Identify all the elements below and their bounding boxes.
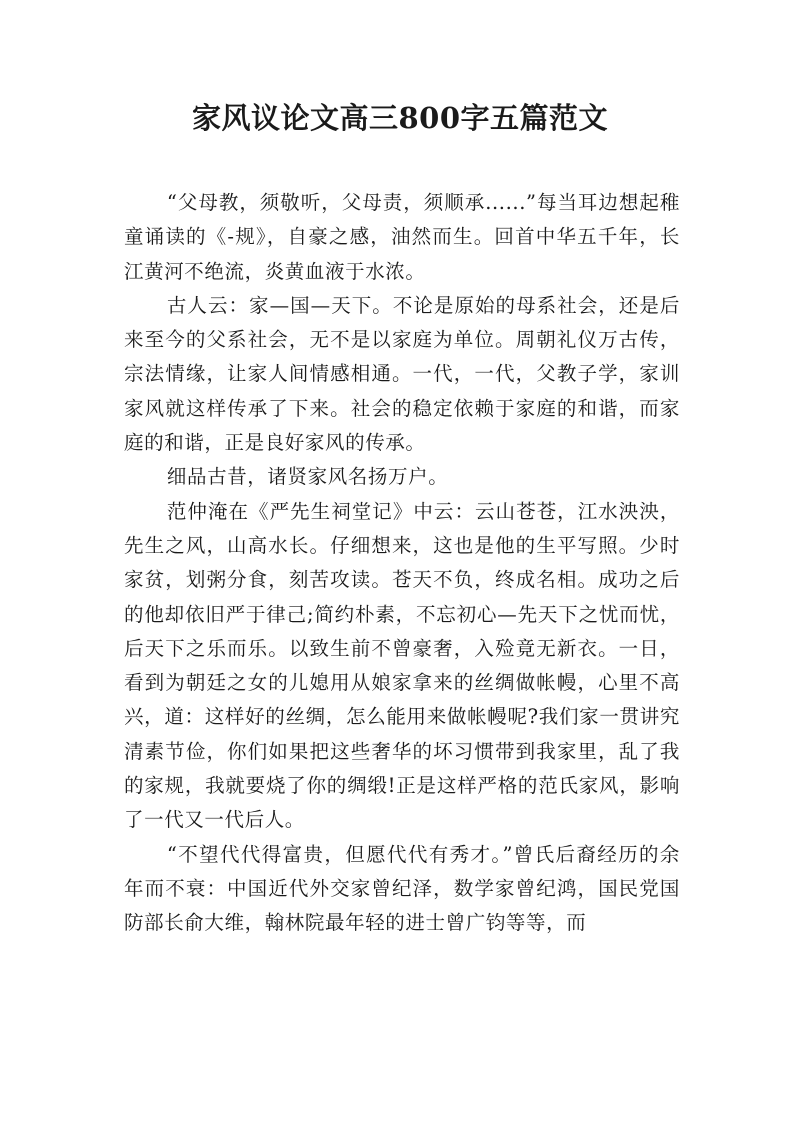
paragraph-3: 细品古昔，诸贤家风名扬万户。 [166, 465, 449, 489]
document-body [124, 186, 680, 941]
paragraph-4: 范仲淹在《严先生祠堂记》中云：云山苍苍，江水泱泱，先生之风，山高水长。仔细想来，这也是他的生平写照。少时家贫，划粥分食，刻苦攻读。苍天不负，终成名相。成功之后的他却依旧严于律己;简约朴素，不忘初心—先天下之忧而忧，后天下之乐而乐。以致生前不曾豪奢，入殓竟无新衣。一日，看到为朝廷之女的儿媳用从娘家拿来的丝绸做帐幔，心里不高兴，道：这样好的丝绸，怎么能用来做帐幔呢?我们家一贯讲究清素节俭，你们如果把这些奢华的坏习惯带到我家里，乱了我的家规，我就要烧了你的绸缎!正是这样严格的范氏家风，影响了一代又一代后人。 [124, 499, 680, 832]
document-title: 家风议论文高三800字五篇范文 [191, 101, 609, 135]
paragraph-5: “不望代代得富贵，但愿代代有秀才。”曾氏后裔经历的余年而不衰：中国近代外交家曾纪泽，数学家曾纪鸿，国民党国防部长俞大维，翰林院最年轻的进士曾广钧等等，而 [124, 842, 680, 935]
paragraph-2: 古人云：家—国—天下。不论是原始的母系社会，还是后来至今的父系社会，无不是以家庭为单位。周朝礼仪万古传，宗法情缘，让家人间情感相通。一代，一代，父教子学，家训家风就这样传承了下来。社会的稳定依赖于家庭的和谐，而家庭的和谐，正是良好家风的传承。 [124, 293, 680, 455]
paragraph-1: “父母教，须敬听，父母责，须顺承......”每当耳边想起稚童诵读的《-规》，自豪之感，油然而生。回首中华五千年，长江黄河不绝流，炎黄血液于水浓。 [124, 191, 680, 283]
